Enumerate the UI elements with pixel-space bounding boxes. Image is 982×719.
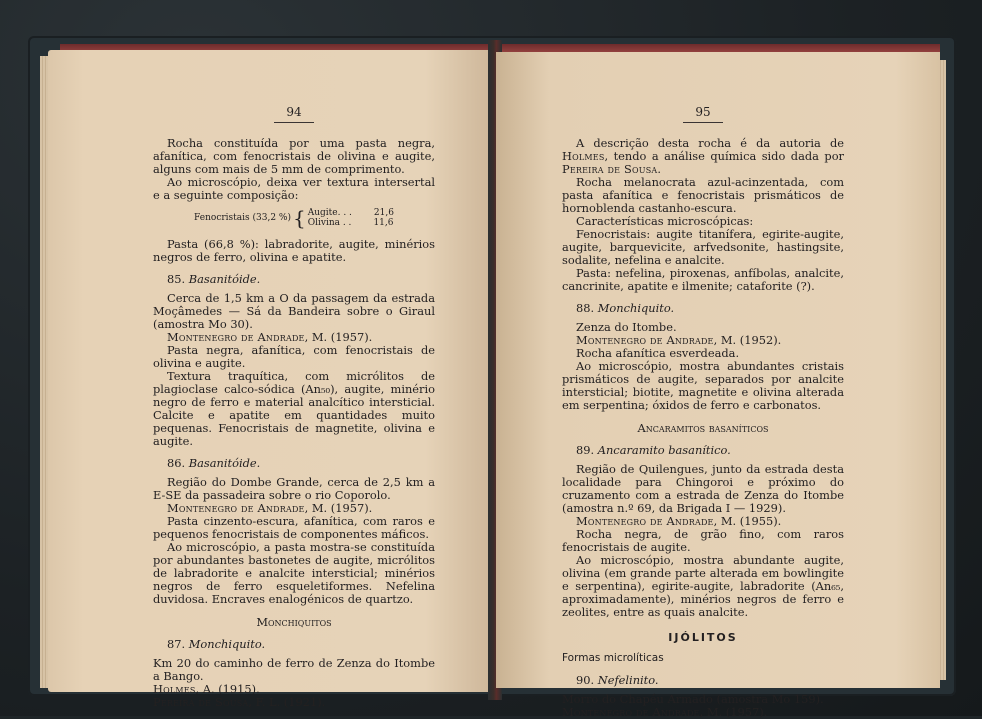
author-name: Holmes (562, 149, 605, 163)
paragraph: Km 20 do caminho de ferro de Zenza do Itombe a Bango. (153, 656, 435, 683)
author-name: Pereira de Sousa (562, 162, 658, 176)
paragraph: Pasta (66,8 %): labradorite, augite, minérios negros de ferro, olivina e apatite. (153, 237, 435, 264)
subsection-heading: Formas microlíticas (562, 652, 664, 664)
entry-heading (153, 457, 435, 470)
entry-number: 90. (576, 673, 595, 687)
mineral-value: 21,6 (373, 208, 394, 218)
entry-heading (562, 674, 844, 687)
paragraph: Ao microscópio, mostra abundante augite, olivina (em grande parte alterada em bowlingite e serpentina), egirite-augite, labradorite (An₆₅, aproximadamente), minérios negros de ferro e zeolites, entre as quais analcite. (562, 553, 844, 619)
page-number-rule (683, 122, 723, 123)
paragraph: Textura traquítica, com micrólitos de plagioclase calco-sódica (An₅₀), augite, minério negro de ferro e material analcítico intersticial. Calcite e apatite em quantidades muito pequenas. Fenocristais de magnetite, olivina e augite. (153, 369, 435, 448)
composition-rows (308, 208, 394, 228)
mineral-name: Olivina . . (307, 218, 352, 228)
section-heading: Ancaramitos basaníticos (637, 421, 769, 435)
paragraph: Rocha negra, de grão fino, com raros fenocristais de augite. (562, 527, 844, 554)
text-run: , tendo a análise química sido dada por (604, 149, 844, 163)
composition-row (308, 218, 394, 228)
paragraph: Rocha melanocrata azul-acinzentada, com pasta afanítica e fenocristais prismáticos de hornoblenda castanho-escura. (562, 175, 844, 215)
composition-table (153, 208, 435, 228)
paragraph: Ao microscópio, deixa ver textura intersertal e a seguinte composição: (153, 175, 435, 202)
paragraph (562, 137, 844, 176)
composition-row (308, 208, 394, 218)
entry-number: 89. (576, 443, 595, 457)
reference-date: , M. (1952). (713, 333, 782, 347)
paragraph: Região do Dombe Grande, cerca de 2,5 km a E-SE da passadeira sobre o rio Coporolo. (153, 475, 435, 502)
chapter-heading: IJÓLITOS (668, 631, 738, 644)
author-name: Montenegro de Andrade (167, 501, 305, 515)
text-run: A descrição desta rocha é da autoria de (576, 136, 844, 150)
left-page-content (153, 106, 435, 709)
text-run: . (657, 162, 662, 176)
paragraph: Características microscópicas: (576, 214, 754, 228)
entry-number: 86. (167, 456, 186, 470)
author-name: Montenegro de Andrade (562, 705, 700, 719)
mineral-name: Augite. . . (307, 208, 352, 218)
author-name: Montenegro de Andrade (576, 333, 714, 347)
right-page (496, 52, 940, 719)
reference (153, 696, 435, 709)
page-number: 94 (286, 105, 302, 119)
entry-title: Basanitóide. (188, 456, 261, 470)
entry-title: Ancaramito basanítico. (597, 443, 731, 457)
author-name: Montenegro de Andrade (576, 514, 714, 528)
entry-number: 85. (167, 272, 186, 286)
mineral-value: 11,6 (373, 218, 394, 228)
entry-number: 88. (576, 301, 595, 315)
entry-title: Nefelinito. (597, 673, 659, 687)
paragraph: Morro do Chapéu Armado (amostra Mo 159). (562, 692, 824, 706)
entry-title: Basanitóide. (188, 272, 261, 286)
author-name: Montenegro de Andrade (167, 330, 305, 344)
entry-heading (153, 638, 435, 651)
right-page-content (562, 106, 844, 719)
paragraph: Rocha afanítica esverdeada. (576, 346, 740, 360)
reference-date: , M. (1957). (699, 705, 768, 719)
entry-number: 87. (167, 637, 186, 651)
composition-label: Fenocristais (33,2 %) (194, 213, 291, 223)
author-name: Pereira de Sousa (153, 695, 249, 709)
paragraph: Região de Quilengues, junto da estrada desta localidade para Chingoroi e próximo do cruzamento com a estrada de Zenza do Itombe (amostra n.º 69, da Brigada I — 1929). (562, 462, 844, 515)
entry-title: Monchiquito. (188, 637, 266, 651)
brace-glyph: { (292, 206, 306, 230)
reference-date: , M. (1957). (304, 330, 373, 344)
paragraph: Ao microscópio, mostra abundantes cristais prismáticos de augite, separados por analcite intersticial; biotite, magnetite e olivina alterada em serpentina; óxidos de ferro e carbonatos. (562, 359, 844, 412)
paragraph: Pasta negra, afanítica, com fenocristais de olivina e augite. (153, 343, 435, 370)
page-number-rule (274, 122, 314, 123)
paragraph: Zenza do Itombe. (576, 320, 677, 334)
reference-date: , M. (1957). (304, 501, 373, 515)
paragraph: Pasta: nefelina, piroxenas, anfíbolas, analcite, cancrinite, apatite e ilmenite; cataforite (?). (562, 266, 844, 293)
entry-heading (562, 302, 844, 315)
left-page (48, 50, 492, 709)
paragraph: Cerca de 1,5 km a O da passagem da estrada Moçâmedes — Sá da Bandeira sobre o Giraul (amostra Mo 30). (153, 291, 435, 331)
reference-date: , F. L. (1921). (248, 695, 326, 709)
entry-title: Monchiquito. (597, 301, 675, 315)
paragraph: Ao microscópio, a pasta mostra-se constituída por abundantes bastonetes de augite, micrólitos de labradorite e analcite intersticial; minérios negros de ferro esqueletiformes. Nefelina duvidosa. Encraves enalogénicos de quartzo. (153, 540, 435, 606)
paragraph: Pasta cinzento-escura, afanítica, com raros e pequenos fenocristais de componentes máficos. (153, 514, 435, 541)
reference-date: , M. (1955). (713, 514, 782, 528)
paragraph: Rocha constituída por uma pasta negra, afanítica, com fenocristais de olivina e augite, alguns com mais de 5 mm de comprimento. (153, 136, 435, 176)
author-name: Holmes (153, 682, 196, 696)
reference (562, 706, 844, 719)
reference-date: , A. (1915). (195, 682, 260, 696)
section-heading: Monchiquitos (256, 615, 332, 629)
entry-heading (562, 444, 844, 457)
entry-heading (153, 273, 435, 286)
page-number: 95 (695, 105, 711, 119)
paragraph: Fenocristais: augite titanífera, egirite-augite, augite, barquevicite, arfvedsonite, hastingsite, sodalite, nefelina e analcite. (562, 227, 844, 267)
